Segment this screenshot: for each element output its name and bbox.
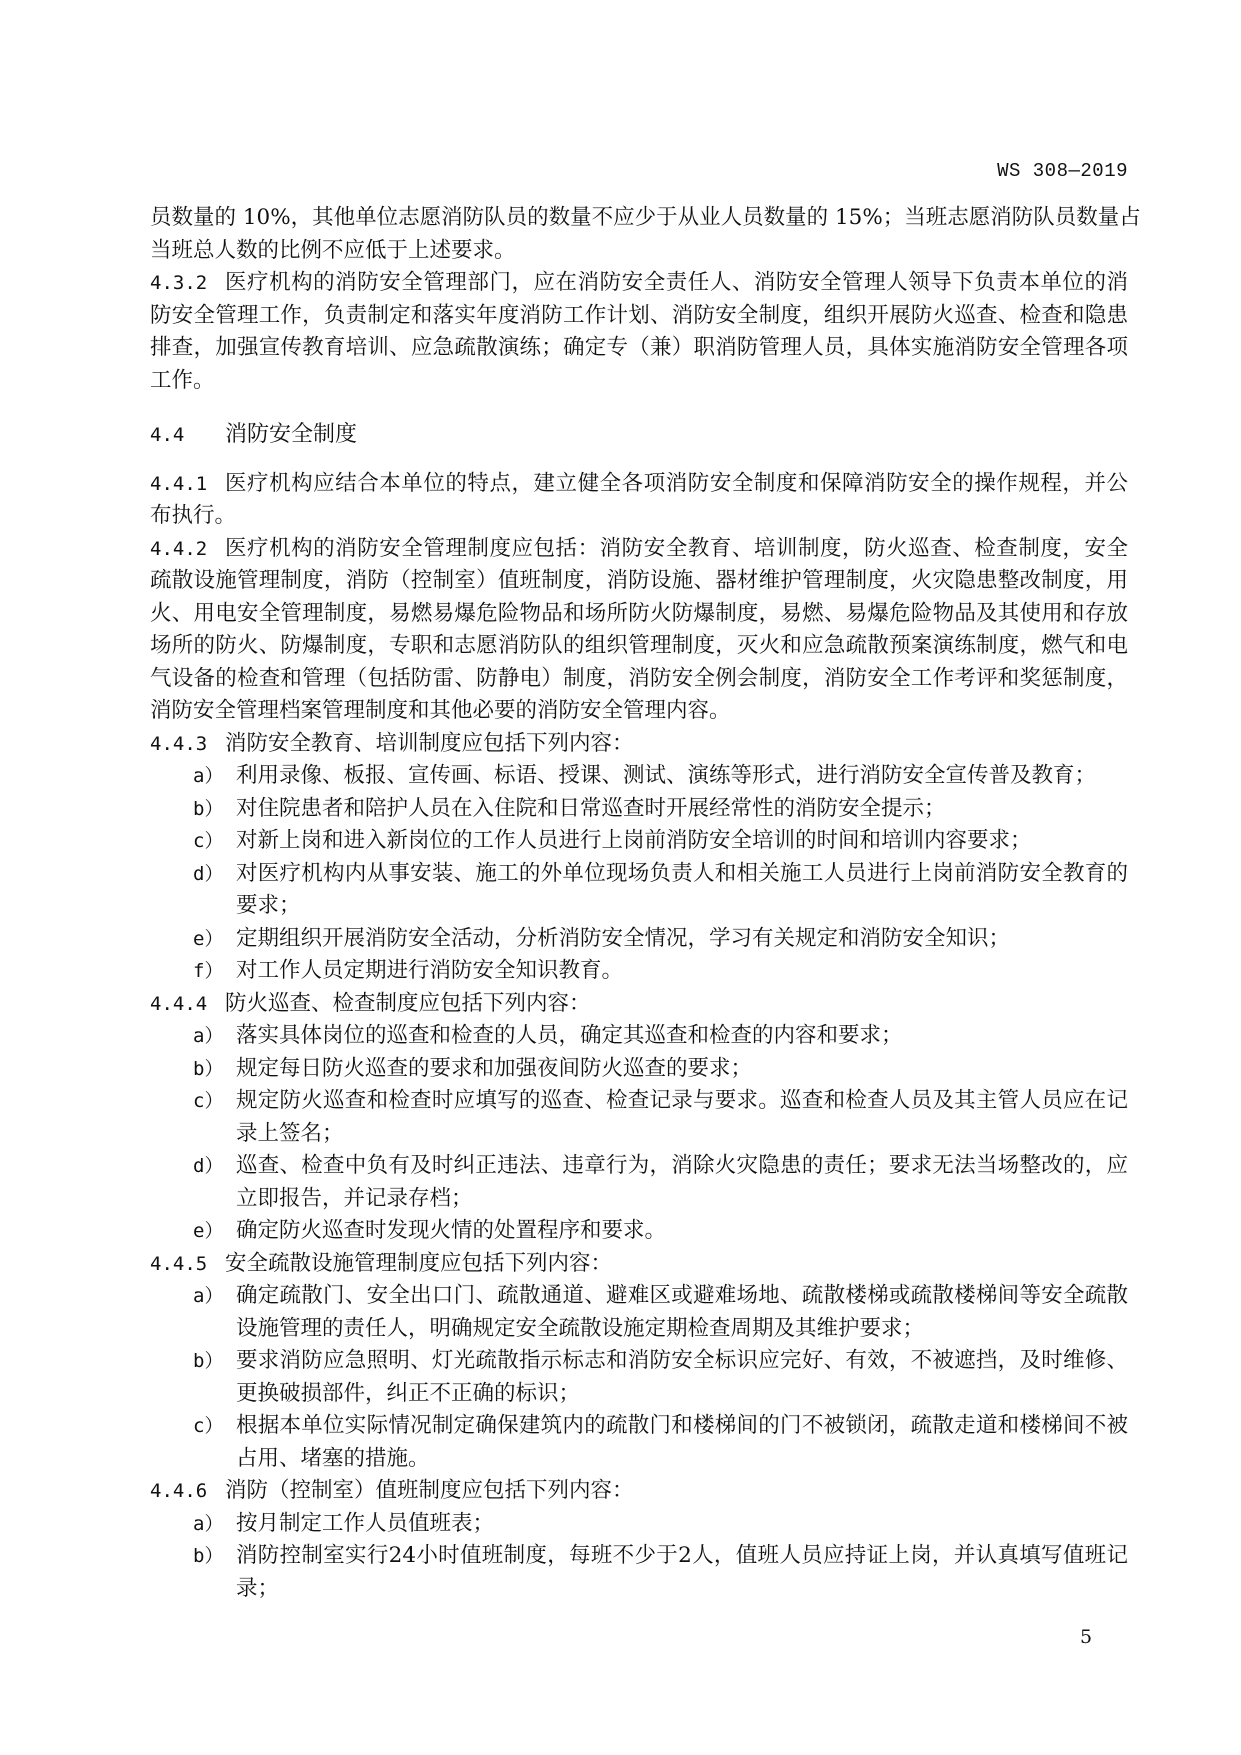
indent	[150, 1183, 193, 1216]
list-item	[150, 1410, 1128, 1475]
list-item	[150, 1150, 1128, 1215]
indent	[150, 1053, 193, 1086]
indent	[150, 1573, 193, 1606]
clause-paragraph	[150, 988, 1128, 1021]
clause-number: 4.4.4	[150, 992, 208, 1015]
line-text: 安全疏散设施管理制度应包括下列内容：	[225, 1250, 613, 1276]
line-text: 员数量的 10%，其他单位志愿消防队员的数量不应少于从业人员数量的 15%；当班志愿消防队员数量占	[150, 205, 1141, 230]
line-text: 气设备的检查和管理（包括防雷、防静电）制度，消防安全例会制度，消防安全工作考评和奖惩制度，	[150, 665, 1128, 691]
line-text: 防火巡查、检查制度应包括下列内容：	[225, 990, 591, 1016]
line-text: 更换破损部件，纠正不正确的标识；	[236, 1380, 581, 1406]
clause-number: 4.4.1	[150, 472, 208, 495]
line-text: 排查，加强宣传教育培训、应急疏散演练；确定专（兼）职消防管理人员，具体实施消防安全管理各项	[150, 335, 1128, 360]
document-body	[150, 202, 1141, 1605]
clause-number: 4.4.5	[150, 1252, 208, 1275]
text-line	[150, 300, 1128, 333]
line-text: 利用录像、板报、宣传画、标语、授课、测试、演练等形式，进行消防安全宣传普及教育；	[236, 763, 1097, 788]
item-label: b）	[193, 1545, 224, 1567]
text-line	[150, 1410, 1128, 1443]
indent	[150, 1410, 193, 1443]
text-line	[150, 1475, 1128, 1508]
line-text: 定期组织开展消防安全活动，分析消防安全情况，学习有关规定和消防安全知识；	[236, 925, 1011, 951]
text-line	[150, 1053, 1128, 1086]
item-label: c）	[193, 830, 224, 852]
list-item	[150, 1053, 1128, 1086]
clause-number: 4.4.3	[150, 732, 208, 755]
line-text: 要求；	[236, 893, 301, 918]
line-text: 巡查、检查中负有及时纠正违法、违章行为，消除火灾隐患的责任；要求无法当场整改的，应	[236, 1153, 1128, 1178]
indent	[150, 1118, 193, 1151]
list-item	[150, 1085, 1128, 1150]
list-item	[150, 858, 1128, 923]
text-line	[150, 858, 1128, 891]
line-text: 医疗机构应结合本单位的特点，建立健全各项消防安全制度和保障消防安全的操作规程，并公	[225, 470, 1128, 496]
indent	[150, 1540, 193, 1573]
text-line	[150, 1313, 1128, 1346]
text-line	[150, 1540, 1128, 1573]
item-label: e）	[193, 927, 224, 950]
item-label: e）	[193, 1220, 224, 1242]
clause-paragraph	[150, 267, 1128, 397]
indent	[150, 1508, 193, 1541]
clause-number: 4.4.2	[150, 537, 208, 560]
line-text: 规定每日防火巡查的要求和加强夜间防火巡查的要求；	[236, 1055, 753, 1081]
text-line	[150, 332, 1128, 365]
indent	[193, 1573, 236, 1606]
list-item	[150, 1345, 1128, 1410]
list-item	[150, 1508, 1128, 1541]
indent	[150, 890, 193, 923]
section-title: 消防安全制度	[225, 422, 358, 447]
line-text: 占用、堵塞的措施。	[236, 1445, 430, 1471]
line-text: 设施管理的责任人，明确规定安全疏散设施定期检查周期及其维护要求；	[236, 1315, 925, 1341]
item-label: b）	[193, 1057, 224, 1080]
text-line	[150, 1378, 1128, 1411]
item-label: a）	[193, 1025, 224, 1047]
indent	[150, 923, 193, 956]
text-line	[150, 1248, 1128, 1281]
line-text: 消防安全教育、培训制度应包括下列内容：	[225, 730, 634, 756]
text-line	[150, 663, 1128, 696]
list-item	[150, 1280, 1128, 1345]
text-line	[150, 1150, 1128, 1183]
indent	[150, 955, 193, 988]
text-line	[150, 923, 1128, 956]
section-heading	[150, 419, 1128, 452]
line-text: 防安全管理工作，负责制定和落实年度消防工作计划、消防安全制度，组织开展防火巡查、检查和隐患	[150, 302, 1128, 328]
indent	[150, 825, 193, 858]
line-text: 根据本单位实际情况制定确保建筑内的疏散门和楼梯间的门不被锁闭，疏散走道和楼梯间不被	[236, 1413, 1128, 1438]
clause-number: 4.4.6	[150, 1480, 208, 1502]
item-label: d）	[193, 1155, 224, 1177]
line-text: 火、用电安全管理制度，易燃易爆危险物品和场所防火防爆制度，易燃、易爆危险物品及其使用和存放	[150, 600, 1128, 626]
clause-paragraph	[150, 728, 1128, 761]
indent	[150, 1345, 193, 1378]
text-line	[150, 825, 1128, 858]
line-text: 疏散设施管理制度，消防（控制室）值班制度，消防设施、器材维护管理制度，火灾隐患整改制度，用	[150, 568, 1128, 593]
text-line	[150, 235, 1128, 268]
text-line	[150, 890, 1128, 923]
indent	[150, 793, 193, 826]
list-item	[150, 1020, 1128, 1053]
line-text: 医疗机构的消防安全管理制度应包括：消防安全教育、培训制度，防火巡查、检查制度，安全	[225, 535, 1128, 561]
line-text: 对新上岗和进入新岗位的工作人员进行上岗前消防安全培训的时间和培训内容要求；	[236, 828, 1032, 853]
clause-number: 4.3.2	[150, 272, 208, 294]
line-text: 录；	[236, 1575, 280, 1601]
text-line	[150, 365, 1128, 398]
line-text: 医疗机构的消防安全管理部门，应在消防安全责任人、消防安全管理人领导下负责本单位的消	[225, 270, 1128, 295]
line-text: 当班总人数的比例不应低于上述要求。	[150, 237, 516, 263]
line-text: 布执行。	[150, 503, 237, 528]
text-line	[150, 1020, 1128, 1053]
indent	[150, 1215, 193, 1248]
item-label: b）	[193, 797, 224, 820]
text-line	[150, 955, 1128, 988]
line-text: 对工作人员定期进行消防安全知识教育。	[236, 958, 624, 983]
text-line	[150, 1345, 1128, 1378]
text-line	[150, 500, 1128, 533]
clause-paragraph	[150, 202, 1141, 267]
text-line	[150, 565, 1128, 598]
text-line	[150, 1280, 1128, 1313]
text-line	[150, 988, 1128, 1021]
clause-paragraph	[150, 1475, 1128, 1508]
text-line	[150, 468, 1128, 501]
item-label: c）	[193, 1415, 224, 1437]
text-line	[150, 1573, 1128, 1606]
indent	[150, 1020, 193, 1053]
standard-code: WS 308—2019	[997, 160, 1128, 182]
item-label: a）	[193, 765, 224, 787]
text-line	[150, 760, 1128, 793]
list-item	[150, 1215, 1128, 1248]
text-line	[150, 695, 1128, 728]
line-text: 落实具体岗位的巡查和检查的人员，确定其巡查和检查的内容和要求；	[236, 1023, 903, 1048]
item-label: f）	[193, 960, 224, 982]
indent	[193, 1378, 236, 1411]
line-text: 消防控制室实行24小时值班制度，每班不少于2人，值班人员应持证上岗，并认真填写值班记	[236, 1543, 1128, 1568]
page-number: 5	[1080, 1626, 1093, 1648]
indent	[150, 858, 193, 891]
text-line	[150, 1085, 1128, 1118]
clause-paragraph	[150, 533, 1128, 728]
line-text: 场所的防火、防爆制度，专职和志愿消防队的组织管理制度，灭火和应急疏散预案演练制度，燃气和电	[150, 633, 1128, 658]
list-item	[150, 955, 1128, 988]
item-label: a）	[193, 1285, 224, 1307]
line-text: 对医疗机构内从事安装、施工的外单位现场负责人和相关施工人员进行上岗前消防安全教育的	[236, 860, 1128, 886]
text-line	[150, 1215, 1128, 1248]
indent	[193, 1313, 236, 1346]
indent	[150, 1313, 193, 1346]
list-item	[150, 793, 1128, 826]
line-text: 工作。	[150, 367, 215, 393]
indent	[150, 760, 193, 793]
line-text: 确定疏散门、安全出口门、疏散通道、避难区或避难场地、疏散楼梯或疏散楼梯间等安全疏散	[236, 1283, 1128, 1308]
text-line	[150, 533, 1128, 566]
text-line	[150, 598, 1128, 631]
item-label: d）	[193, 862, 224, 885]
text-line	[150, 630, 1128, 663]
text-line	[150, 1508, 1128, 1541]
line-text: 按月制定工作人员值班表；	[236, 1510, 495, 1536]
clause-paragraph	[150, 468, 1128, 533]
line-text: 录上签名；	[236, 1120, 344, 1146]
text-line	[150, 202, 1141, 235]
indent	[150, 1280, 193, 1313]
clause-paragraph	[150, 1248, 1128, 1281]
line-text: 确定防火巡查时发现火情的处置程序和要求。	[236, 1218, 667, 1243]
section-number: 4.4	[150, 424, 185, 446]
indent	[193, 1183, 236, 1216]
list-item	[150, 1540, 1128, 1605]
text-line	[150, 1183, 1128, 1216]
line-text: 规定防火巡查和检查时应填写的巡查、检查记录与要求。巡查和检查人员及其主管人员应在记	[236, 1088, 1128, 1113]
item-label: c）	[193, 1090, 224, 1112]
indent	[193, 890, 236, 923]
line-text: 立即报告，并记录存档；	[236, 1185, 473, 1211]
line-text: 对住院患者和陪护人员在入住院和日常巡查时开展经常性的消防安全提示；	[236, 795, 946, 821]
line-text: 消防安全管理档案管理制度和其他必要的消防安全管理内容。	[150, 698, 731, 723]
indent	[150, 1085, 193, 1118]
text-line	[150, 1118, 1128, 1151]
text-line	[150, 267, 1128, 300]
text-line	[150, 1443, 1128, 1476]
list-item	[150, 760, 1128, 793]
indent	[193, 1118, 236, 1151]
indent	[193, 1443, 236, 1476]
text-line	[150, 728, 1128, 761]
item-label: a）	[193, 1512, 224, 1535]
line-text: 要求消防应急照明、灯光疏散指示标志和消防安全标识应完好、有效，不被遮挡，及时维修、	[236, 1348, 1128, 1373]
text-line	[150, 793, 1128, 826]
item-label: b）	[193, 1350, 224, 1372]
list-item	[150, 923, 1128, 956]
list-item	[150, 825, 1128, 858]
indent	[150, 1443, 193, 1476]
indent	[150, 1150, 193, 1183]
indent	[150, 1378, 193, 1411]
line-text: 消防（控制室）值班制度应包括下列内容：	[225, 1478, 634, 1503]
